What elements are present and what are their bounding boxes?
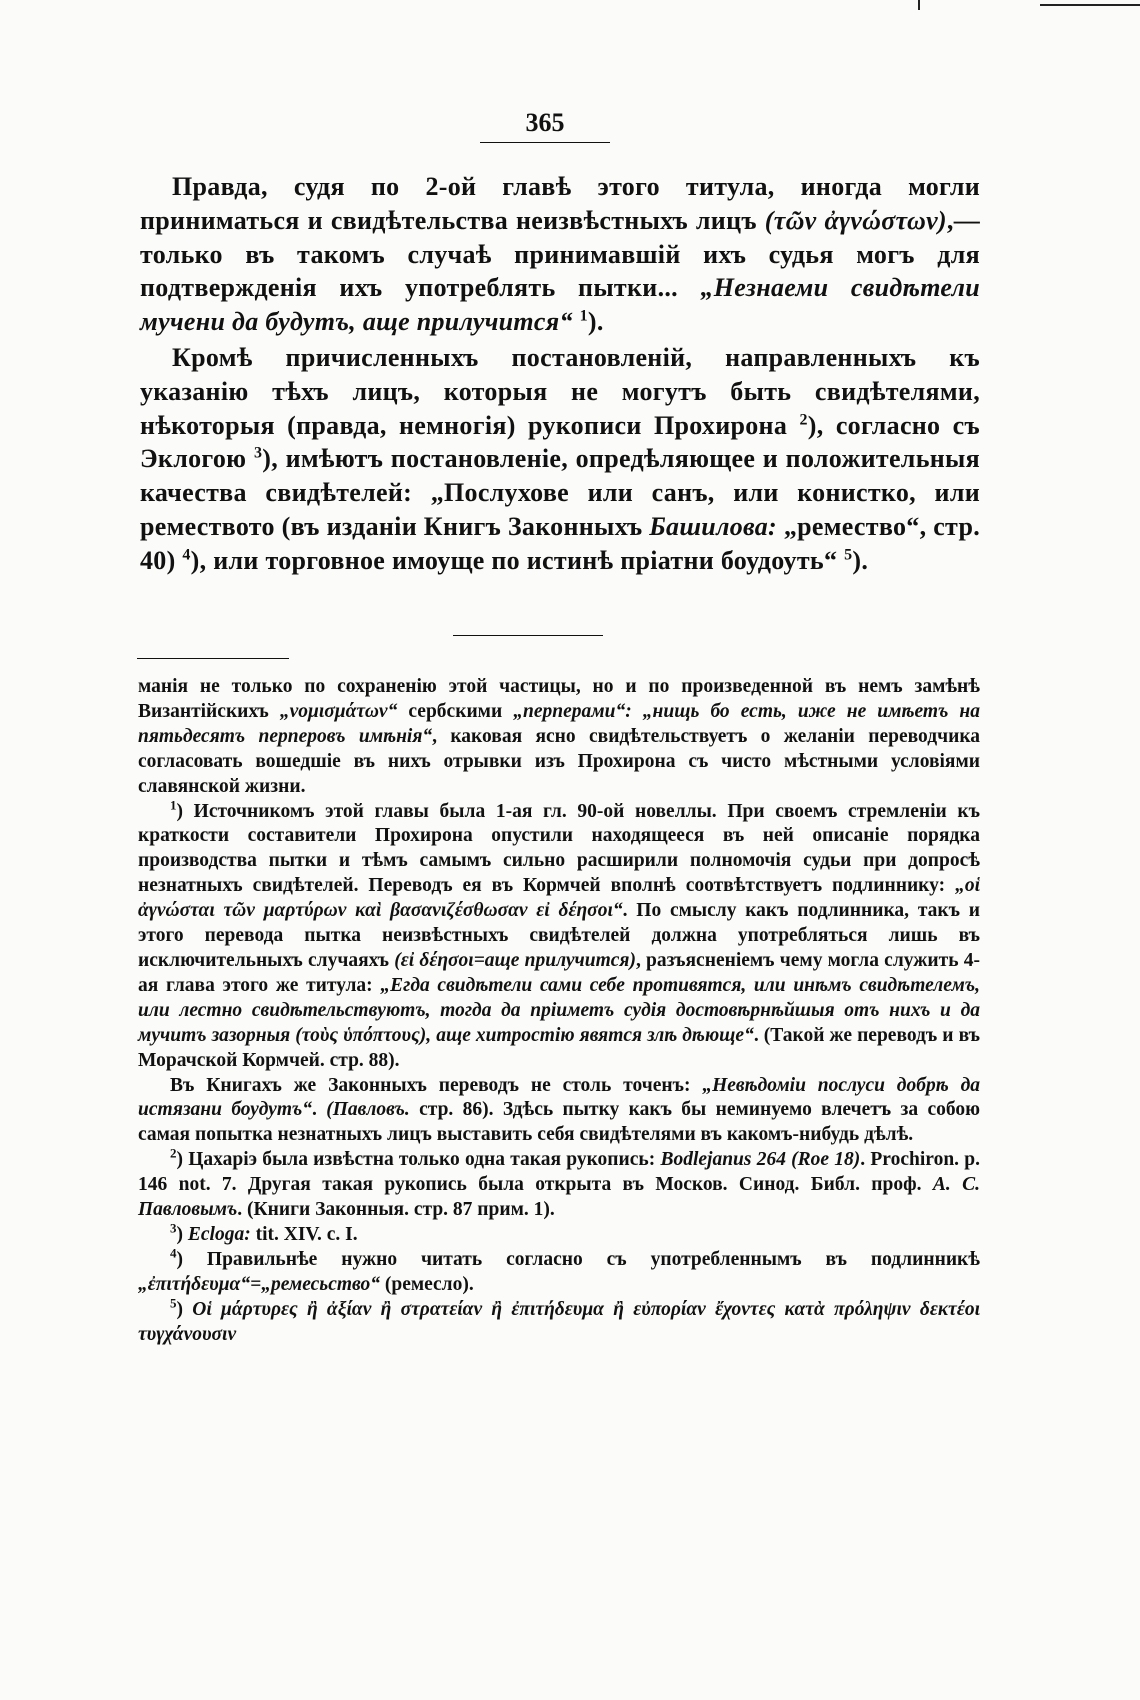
text-span: ), согласно съ Эклогою — [140, 410, 980, 474]
paragraph-2 — [140, 341, 980, 578]
author-name: Башилова: — [649, 511, 778, 541]
text-span: (въ изданіи Книгъ Законныхъ — [274, 511, 650, 541]
footnote-continuation — [138, 675, 980, 800]
text-span: ), имѣютъ постановленіе, опредѣляющее и положительныя качества свидѣтелей: — [140, 444, 980, 508]
slavonic-quote: „ремество“ — [777, 511, 920, 541]
text-span: сербскими — [397, 700, 514, 722]
section-divider — [453, 635, 603, 636]
text-span: ) Цахаріэ была извѣстна только одна такая рукопись: — [176, 1149, 661, 1171]
quotation: „Незнаеми свидѣтели мучени да будутъ, аще прилучится“ — [140, 273, 980, 337]
text-span: Правда, судя по 2-ой главѣ этого титула, иногда могли приниматься и свидѣтельства неизвѣстныхъ лицъ — [140, 172, 980, 235]
text-span: Кромѣ причисленныхъ постановленій, направленныхъ къ указанію тѣхъ лицъ, которыя не могутъ быть свидѣтелями, нѣкоторыя (правда, немногія) рукописи Прохирона — [140, 342, 980, 440]
footnote-rule — [137, 658, 289, 659]
footnote-mark: 3 — [170, 1220, 177, 1236]
text-span: стр. 86). Здѣсь пытку какъ бы неминуемо влечетъ за собою самая попытка незнатныхъ лицъ выставить себя свидѣтелями въ какомъ-нибудь дѣлѣ. — [138, 1099, 980, 1146]
footnote-mark: 5 — [170, 1295, 177, 1311]
footnote-mark: 1 — [170, 797, 177, 813]
work-title: Ecloga: — [187, 1223, 251, 1245]
footnote-ref: 2 — [799, 410, 808, 428]
text-span: ) — [176, 1223, 188, 1245]
author-name: А. С. Павловымъ — [138, 1174, 980, 1221]
greek-quote: „οἱ ἀγνώσται τῶν μαρτύρων καὶ βασανιζέσθωσαν εἰ δέησοι“ — [138, 875, 980, 922]
text-span: tit. XIV. c. I. — [250, 1223, 358, 1245]
quotation: „Невѣдоміи послуси добрѣ да истязани боудутъ“ — [138, 1074, 980, 1121]
manuscript-name: Bodlejanus 264 (Roe 18) — [660, 1149, 861, 1171]
footnote-4 — [138, 1245, 980, 1298]
text-span: ). — [852, 545, 869, 575]
greek-term: (τῶν ἀγνώστων) — [764, 205, 947, 235]
footnote-mark: 4 — [170, 1245, 177, 1261]
quotation: „Егда свидѣтели сами себе противятся, или инѣмъ свидѣтелемъ, или лестно свидѣтельствуютъ, тогда да пріиметъ судія достовѣрнѣйшыя отъ нихъ и да мучитъ зазорныя (τοὺς ὑπόπτους), аще хитростію явятся злѣ дѣюще“ — [138, 974, 980, 1046]
text-span: . — [312, 1099, 327, 1121]
text-span: . (Такой же переводъ и въ Морачской Кормчей. стр. 88). — [138, 1024, 980, 1071]
text-span: манія не только по сохраненію этой частицы, но и по произведенной въ немъ замѣнѣ Византійскихъ — [138, 676, 980, 722]
quotation: „перперами“: „нищь бо есть, иже не имѣетъ на пятьдесятъ перперовъ имѣнія“ — [138, 700, 980, 747]
paragraph-1 — [140, 170, 980, 339]
text-span: ) Источникомъ этой главы была 1-ая гл. 90-ой новеллы. При своемъ стремленіи къ краткости составители Прохирона опустили находящееся въ ней описаніе порядка производства пытки и тѣмъ самымъ сильно расширили полномочія судьи при допросѣ незнатныхъ свидѣтелей. Переводъ ея въ Кормчей вполнѣ соотвѣтствуетъ подлиннику: — [138, 800, 980, 897]
text-span: (ремесло). — [379, 1273, 474, 1295]
footnote-ref: 5 — [844, 546, 853, 564]
greek-term: „νομισμάτων“ — [279, 700, 398, 722]
text-span: Въ Книгахъ же Законныхъ переводъ не столь точенъ: — [170, 1074, 703, 1096]
text-span: . По смыслу какъ подлинника, такъ и этого перевода пытка неизвѣстныхъ свидѣтелей должна употребляться лишь въ исключительныхъ случаяхъ — [138, 900, 980, 971]
text-span: , разъясненіемъ чему могла служить 4-ая глава этого же титула: — [138, 949, 980, 996]
footnote-ref: 3 — [253, 444, 263, 462]
greek-quote: Οἱ μάρτυρες ἢ ἀξίαν ἢ στρατείαν ἢ ἐπιτήδευμα ἢ εὐπορίαν ἔχοντες κατὰ πρόληψιν δεκτέοι τυγχάνουσιν — [138, 1298, 980, 1345]
text-span: ), — [190, 545, 214, 575]
text-span: , каковая ясно свидѣтельствуетъ о желаніи переводчика согласовать вошедшіе въ нихъ отрывки изъ Прохирона съ чисто мѣстными условіями славянской жизни. — [138, 725, 981, 797]
slavonic-quote: или торговное имоуще по истинѣ пріатни боудоуть“ — [213, 545, 838, 575]
text-span: ) — [176, 1298, 193, 1320]
author-name: (Павловъ. — [326, 1099, 410, 1121]
text-span: . (Книги Законныя. стр. 87 прим. 1). — [237, 1199, 555, 1221]
text-span: ,—только въ такомъ случаѣ принимавшій ихъ судья могъ для подтвержденія ихъ употреблять пытки... — [140, 205, 980, 303]
footnote-ref: 1 — [579, 307, 588, 325]
footnote-5 — [138, 1295, 980, 1348]
footnote-3 — [138, 1220, 980, 1248]
footnote-1 — [138, 797, 980, 1074]
text-span: , стр. 40) — [140, 511, 981, 575]
greek-term: (εἰ δέησοι=аще прилучится) — [394, 949, 636, 971]
main-text — [140, 170, 980, 578]
footnote-ref: 4 — [182, 546, 191, 564]
footnote-2 — [138, 1145, 980, 1223]
text-span: ) Правильнѣе нужно читать согласно съ употребленнымъ въ подлинникѣ — [176, 1248, 980, 1270]
page-number: 365 — [480, 108, 610, 143]
footnotes — [138, 675, 980, 1347]
footnote-1-continued — [138, 1074, 980, 1149]
text-span: ). — [587, 307, 604, 337]
slavonic-quote: „Послухове или санъ, или конистко, или ремеството — [140, 478, 981, 541]
footnote-mark: 2 — [170, 1145, 177, 1161]
greek-term: „ἐπιτήδευμα“=„ремесьство“ — [138, 1273, 380, 1295]
text-span: . Prochiron. p. 146 not. 7. Другая такая рукопись была открыта въ Москов. Синод. Библ. проф. — [138, 1149, 980, 1196]
